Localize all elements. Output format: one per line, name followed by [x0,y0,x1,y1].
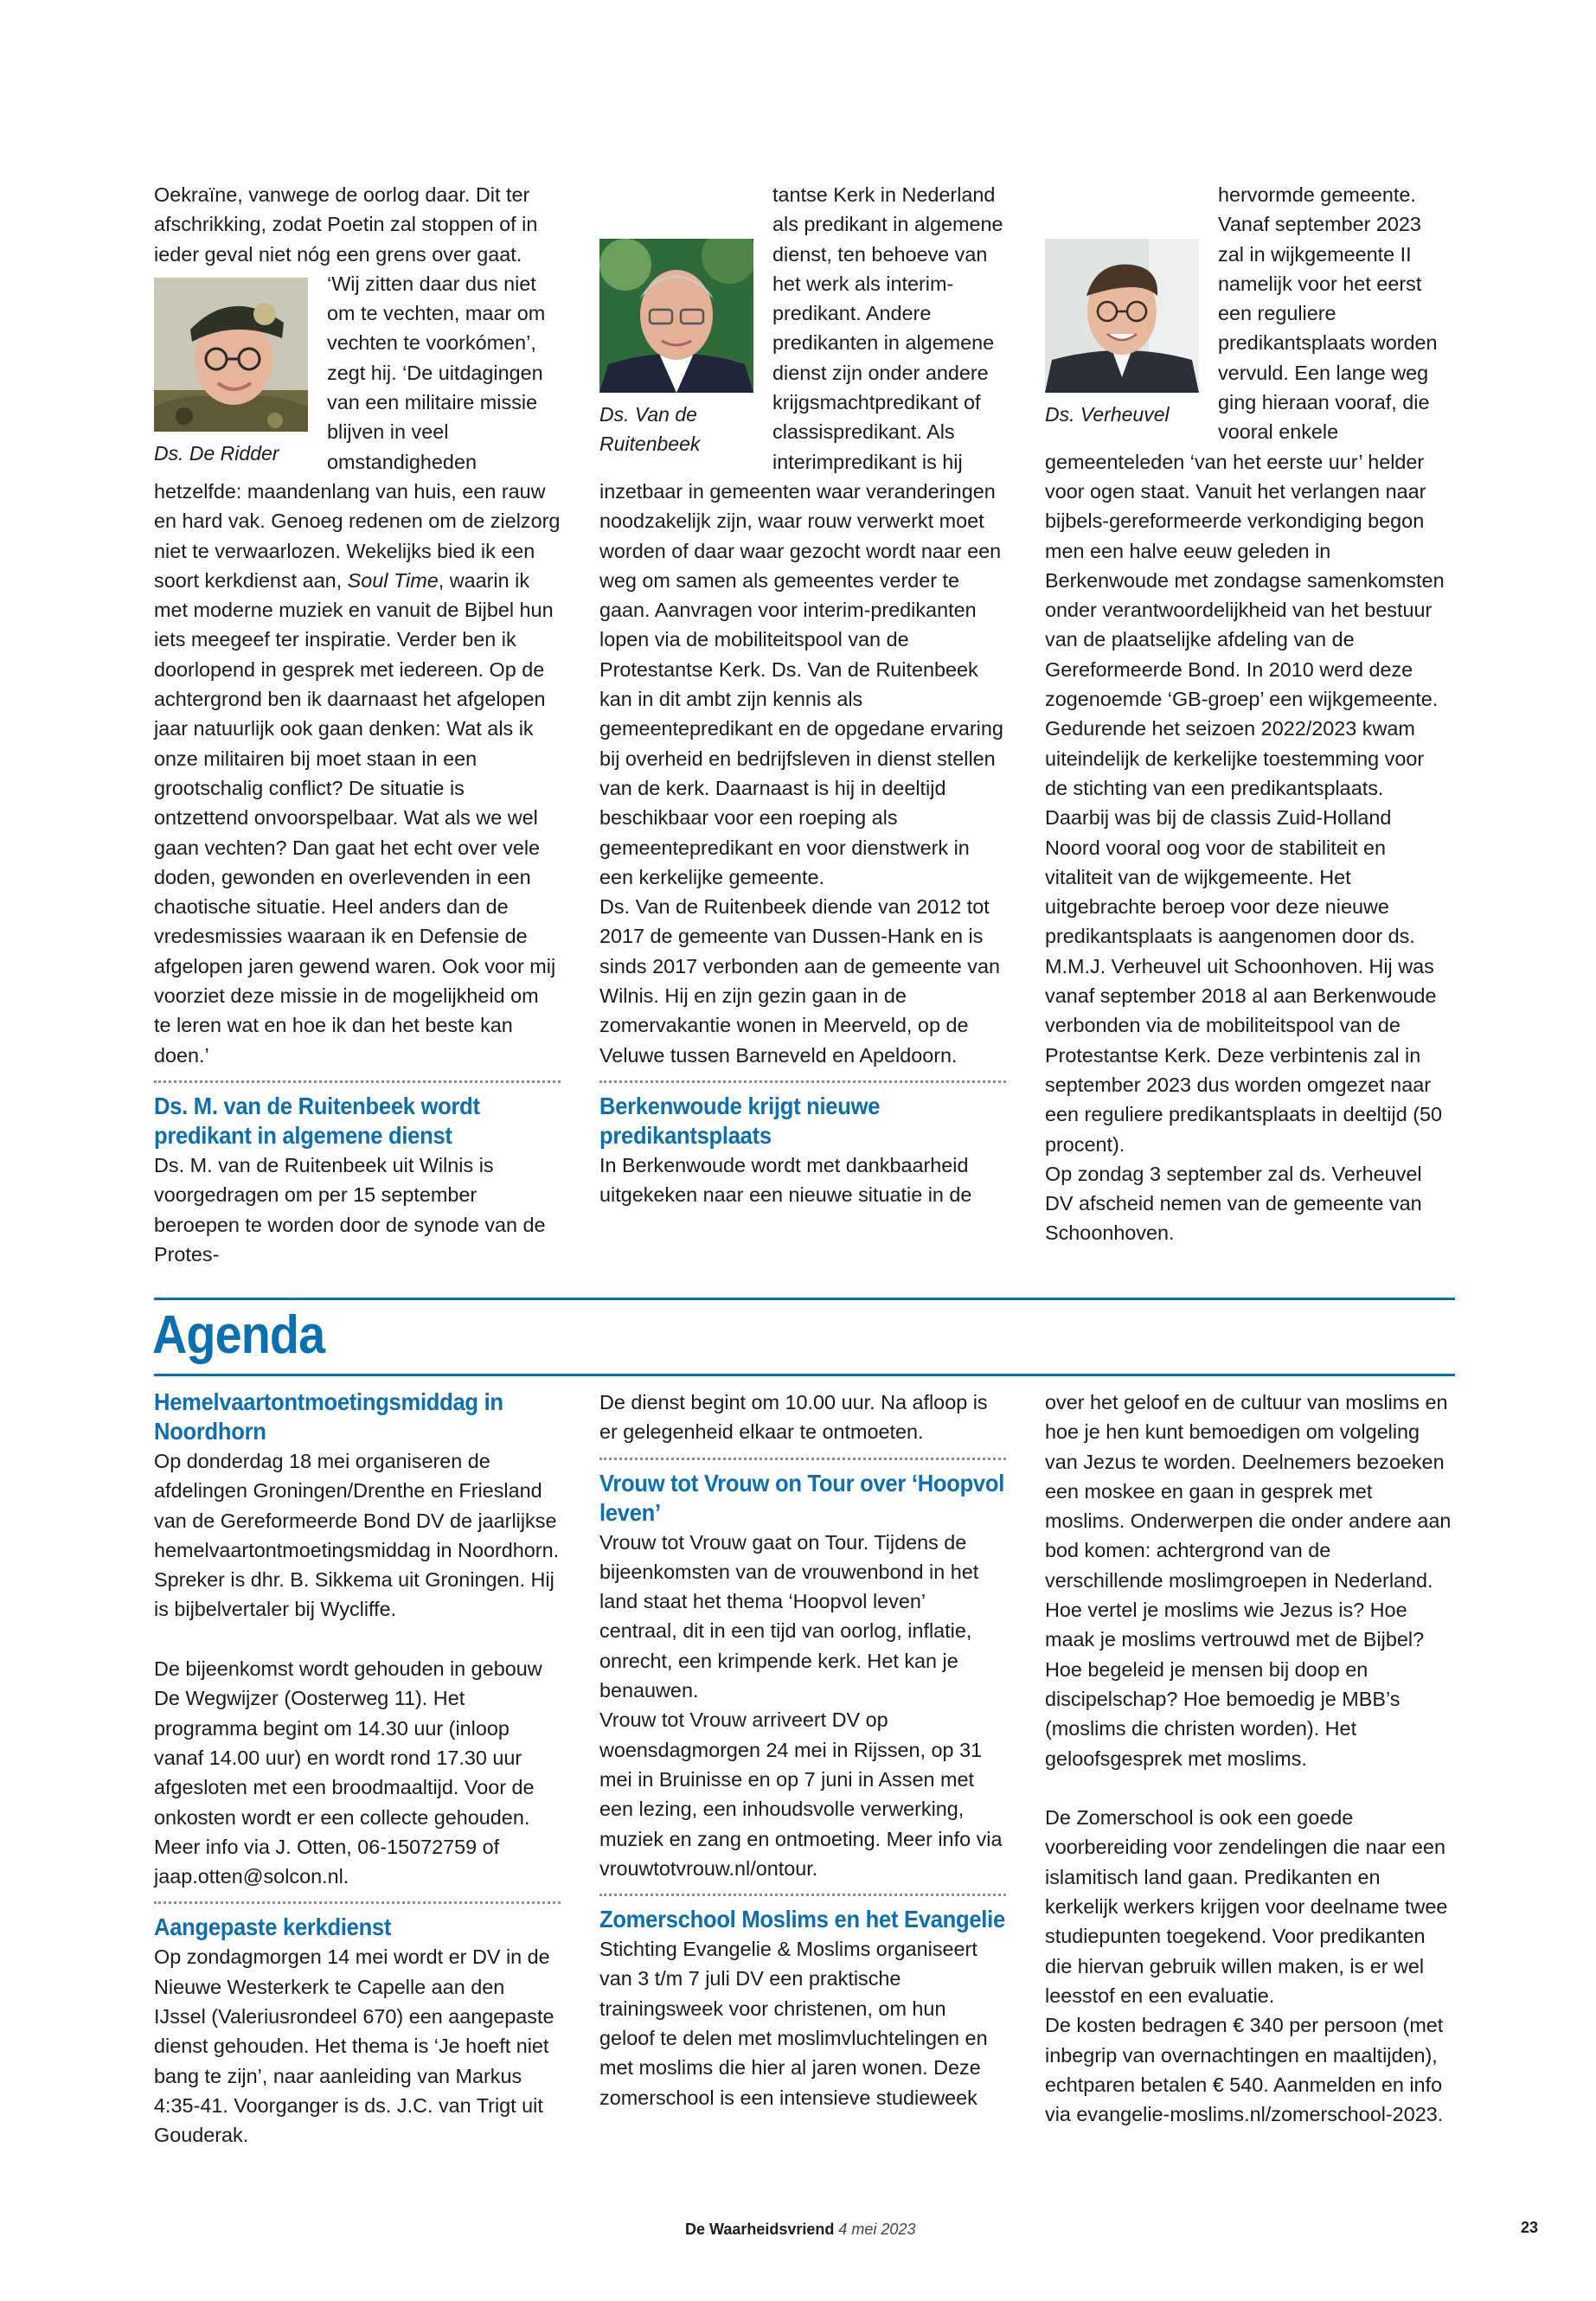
section-heading: Ds. M. van de Ruitenbeek wordt predikant in algemene dienst [154,1092,480,1149]
photo-block [1045,239,1202,429]
agenda-paragraph: Vrouw tot Vrouw arriveert DV op woensdagmorgen 24 mei in Rijssen, op 31 mei in Bruinisse en op 7 juni in Assen met een lezing, een inhoudsvolle verwerking, muziek en zang en ontmoeting. Meer info via vrouwtotvrouw.nl/ontour. [599,1708,1003,1880]
agenda-heading: Hemelvaartontmoetingsmiddag in Noordhorn [154,1388,503,1445]
page-number: 23 [1521,2219,1539,2236]
agenda-column-2 [599,1388,1006,2112]
portrait-verheuvel [1045,239,1199,393]
article-column-1 [154,180,561,1269]
agenda-paragraph: De bijeenkomst wordt gehouden in gebouw De Wegwijzer (Oosterweg 11). Het programma begint om 14.30 uur (inloop vanaf 14.00 uur) en wordt rond 17.30 uur afgesloten met een broodmaaltijd. Voor de onkosten wordt er een collecte gehouden. Meer info via J. Otten, 06-15072759 of jaap.otten@solcon.nl. [154,1657,542,1888]
article-paragraph: Ds. Van de Ruitenbeek tantse Kerk in Nederland als predikant in algemene dienst, ten behoeve van het werk als interim-predikant. Andere predikanten in algemene dienst zijn onder andere krijgsmachtpredikant of classispredikant. Als interimpredikant is hij inzetbaar in gemeenten waar veranderingen noodzakelijk zijn, waar rouw verwerkt moet worden of daar waar gezocht wordt naar een weg om samen als gemeentes verder te gaan. Aanvragen voor interim-predikanten lopen via de mobiliteitspool van de Protestantse Kerk. Ds. Van de Ruitenbeek kan in dit ambt zijn kennis als gemeentepredikant en de opgedane ervaring bij overheid en bedrijfsleven in dienst stellen van de kerk. Daarnaast is hij in deeltijd beschikbaar voor een roeping als gemeentepredikant en voor dienstwerk in een kerkelijke gemeente. [599,183,1003,888]
agenda-title: Agenda [152,1305,325,1365]
photo-caption: Ds. Van de Ruitenbeek [599,403,701,455]
photo-caption: Ds. Verheuvel [1045,403,1170,426]
photo-block [599,239,757,458]
article-paragraph: Ds. M. van de Ruitenbeek uit Wilnis is voorgedragen om per 15 september beroepen te worden door de synode van de Protes- [154,1153,546,1266]
portrait-de-ridder [154,278,308,432]
dotted-divider [154,1080,561,1083]
article-paragraph: ‘Wij zitten daar dus niet om te vechten, maar om vechten te voorkómen’, zegt hij. ‘De uitdagingen van een militaire missie blijven in veel omstandigheden hetzelfde: maandenlang van huis, een rauw en hard vak. Genoeg redenen om de zielzorg niet te verwaarlozen. Wekelijks bied ik een soort kerkdienst aan, Soul Time, waarin ik met moderne muziek en vanuit de Bijbel hun iets meegeef ter inspiratie. Verder ben ik doorlopend in gesprek met iedereen. Op de achtergrond ben ik daarnaast het afgelopen jaar natuurlijk ook gaan denken: Wat als ik onze militairen bij moet staan in een grootschalig conflict? De situatie is ontzettend onvoorspelbaar. Wat als we wel gaan vechten? Dan gaat het echt over vele doden, gewonden en overlevenden in een chaotische situatie. Heel anders dan de vredesmissies waaraan ik en Defensie de afgelopen jaren gewend waren. Ook voor mij voorziet deze missie in de mogelijkheid om te leren wat en hoe ik dan het beste kan doen.’ [154,272,561,1067]
article-column-2 [599,180,1006,1210]
issue-date: 4 mei 2023 [838,2221,916,2238]
portrait-van-de-ruitenbeek [599,239,753,393]
agenda-heading: Zomerschool Moslims en het Evangelie [599,1906,1005,1933]
article-paragraph: In Berkenwoude wordt met dankbaarheid uitgekeken naar een nieuwe situatie in de [599,1153,972,1207]
section-rule-top [154,1298,1455,1300]
photo-caption: Ds. De Ridder [154,441,279,465]
agenda-paragraph: De kosten bedragen € 340 per persoon (met inbegrip van overnachtingen en maaltijden), echtparen betalen € 540. Aanmelden en info via evangelie-moslims.nl/zomerschool-2023. [1045,2014,1444,2126]
dotted-divider [599,1080,1006,1083]
article-paragraph: Ds. Verheuvel hervormde gemeente. Vanaf september 2023 zal in wijkgemeente II namelijk voor het eerst een reguliere predikantsplaats worden vervuld. Een lange weg ging hieraan vooraf, die vooral enkele gemeenteleden ‘van het eerste uur’ helder voor ogen staat. Vanuit het verlangen naar bijbels-gereformeerde verkondiging begon men een halve eeuw geleden in Berkenwoude met zondagse samenkomsten onder verantwoordelijkheid van het bestuur van de plaatselijke afdeling van de Gereformeerde Bond. In 2010 werd deze zogenoemde ‘GB-groep’ een wijkgemeente. Gedurende het seizoen 2022/2023 kwam uiteindelijk de kerkelijke toestemming voor de stichting van een predikantsplaats. Daarbij was bij de classis Zuid-Holland Noord vooral oog voor de stabiliteit en vitaliteit van de wijkgemeente. Het uitgebrachte beroep voor deze nieuwe predikantsplaats is aangenomen door ds. M.M.J. Verheuvel uit Schoonhoven. Hij was vanaf september 2018 al aan Berkenwoude verbonden via de mobiliteitspool van de Protestantse Kerk. Deze verbintenis zal in september 2023 dus worden omgezet naar een reguliere predikantsplaats in deeltijd (50 procent). [1045,183,1445,1156]
agenda-paragraph: Op zondagmorgen 14 mei wordt er DV in de Nieuwe Westerkerk te Capelle aan den IJssel (Valeriusrondeel 670) een aangepaste dienst gehouden. Het thema is ‘Je hoeft niet bang te zijn’, naar aanleiding van Markus 4:35-41. Voorganger is ds. J.C. van Trigt uit Gouderak. [154,1945,554,2147]
agenda-column-3 [1045,1388,1452,2129]
dotted-divider [599,1894,1006,1896]
magazine-name: De Waarheidsvriend [685,2221,835,2238]
article-column-3 [1045,180,1452,1248]
dotted-divider [599,1458,1006,1460]
agenda-paragraph: over het geloof en de cultuur van moslims en hoe je hen kunt bemoedigen om volgeling van Jezus te worden. Deelnemers bezoeken een moskee en gaan in gesprek met moslims. Onderwerpen die onder andere aan bod komen: achtergrond van de verschillende moslimgroepen in Nederland. Hoe vertel je moslims wie Jezus is? Hoe maak je moslims vertrouwd met de Bijbel? Hoe begeleid je mensen bij doop en discipelschap? Hoe bemoedig je MBB’s (moslims die christen worden). Het geloofsgesprek met moslims. [1045,1391,1452,1770]
agenda-heading: Aangepaste kerkdienst [154,1913,392,1941]
agenda-paragraph: Stichting Evangelie & Moslims organiseert van 3 t/m 7 juli DV een praktische trainingsweek voor christenen, om hun geloof te delen met moslimvluchtelingen en met moslims die hier al jaren wonen. Deze zomerschool is een intensieve studieweek [599,1938,988,2109]
agenda-paragraph: Vrouw tot Vrouw gaat on Tour. Tijdens de bijeenkomsten van de vrouwenbond in het land staat het thema ‘Hoopvol leven’ centraal, dit in een tijd van oorlog, inflatie, onrecht, een krimpende kerk. Het kan je benauwen. [599,1530,979,1702]
section-rule-bottom [154,1374,1455,1376]
article-paragraph: Ds. Van de Ruitenbeek diende van 2012 tot 2017 de gemeente van Dussen-Hank en is sinds 2017 verbonden aan de gemeente van Wilnis. Hij en zijn gezin gaan in de zomervakantie wonen in Meerveld, op de Veluwe tussen Barneveld en Apeldoorn. [599,895,1000,1067]
agenda-paragraph: De dienst begint om 10.00 uur. Na afloop is er gelegenheid elkaar te ontmoeten. [599,1391,988,1444]
agenda-paragraph: Op donderdag 18 mei organiseren de afdelingen Groningen/Drenthe en Friesland van de Gereformeerde Bond DV de jaarlijkse hemelvaartontmoetingsmiddag in Noordhorn. Spreker is dhr. B. Sikkema uit Groningen. Hij is bijbelvertaler bij Wycliffe. [154,1450,560,1621]
article-paragraph: Oekraïne, vanwege de oorlog daar. Dit ter afschrikking, zodat Poetin zal stoppen of in ieder geval niet nóg een grens over gaat. [154,183,538,266]
agenda-heading: Vrouw tot Vrouw on Tour over ‘Hoopvol leven’ [599,1469,1005,1526]
dotted-divider [154,1901,561,1904]
footer [685,2219,915,2240]
section-heading: Berkenwoude krijgt nieuwe predikantsplaats [599,1092,881,1149]
agenda-paragraph: De Zomerschool is ook een goede voorbereiding voor zendelingen die naar een islamitisch land gaan. Predikanten en kerkelijk werkers krijgen voor deelname twee studiepunten toegekend. Voor predikanten die hiervan gebruik willen maken, is er wel leesstof en een evaluatie. [1045,1806,1448,2007]
agenda-column-1 [154,1388,561,2150]
photo-block [154,278,311,468]
article-paragraph: Op zondag 3 september zal ds. Verheuvel DV afscheid nemen van de gemeente van Schoonhoven. [1045,1162,1422,1245]
